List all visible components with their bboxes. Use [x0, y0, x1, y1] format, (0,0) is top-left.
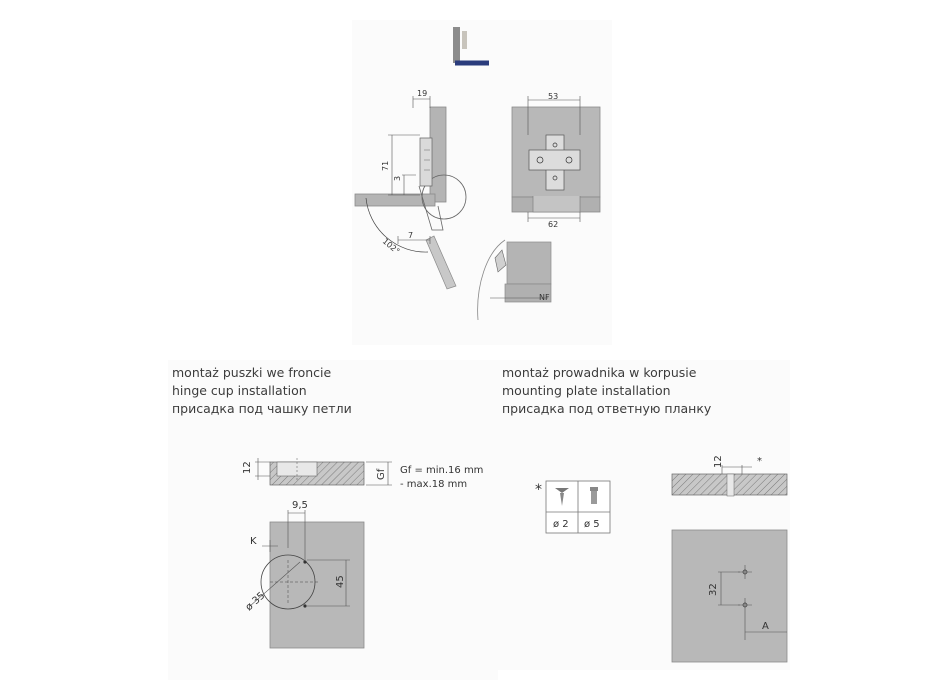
plate-title-ru: присадка под ответную планку — [502, 401, 712, 416]
plate-title-en: mounting plate installation — [502, 383, 671, 398]
height-label: 45 — [335, 575, 346, 588]
gf-spec-line2: - max.18 mm — [400, 479, 468, 490]
nf-label: NF — [539, 293, 550, 302]
cup-drilling-plan — [250, 510, 364, 648]
cup-title-en: hinge cup installation — [172, 383, 307, 398]
dim-62: 62 — [548, 220, 559, 229]
plate-cross-section — [672, 465, 787, 496]
spacing-label: 32 — [708, 583, 719, 596]
euro-screw-icon — [590, 487, 598, 504]
angle-label: 102° — [380, 236, 402, 256]
screw-d5-label: ø 5 — [584, 519, 600, 530]
edge-k-label: K — [250, 536, 257, 547]
cup-title-ru: присадка под чашку петли — [172, 401, 352, 416]
plate-drilling-plan — [672, 530, 787, 662]
dim-71: 71 — [381, 160, 390, 171]
screw-d2-label: ø 2 — [553, 519, 569, 530]
diameter-label: ø 35 — [243, 590, 268, 614]
plate-title-pl: montaż prowadnika w korpusie — [502, 365, 697, 380]
plate-star-label: * — [757, 456, 762, 467]
dim-53: 53 — [548, 92, 559, 101]
cup-cross-section — [255, 458, 392, 485]
gf-spec-line1: Gf = min.16 mm — [400, 465, 484, 476]
cup-title-pl: montaż puszki we froncie — [172, 365, 332, 380]
edge-a-label: A — [762, 621, 769, 632]
offset-label: 9,5 — [292, 500, 308, 511]
cup-depth-label: 12 — [242, 461, 253, 474]
plate-depth-label: 12 — [713, 455, 724, 468]
dim-19: 19 — [417, 89, 428, 98]
screw-asterisk: * — [535, 482, 542, 498]
dim-7: 7 — [408, 231, 414, 240]
gf-label: Gf — [376, 468, 387, 480]
dim-3: 3 — [393, 175, 402, 181]
